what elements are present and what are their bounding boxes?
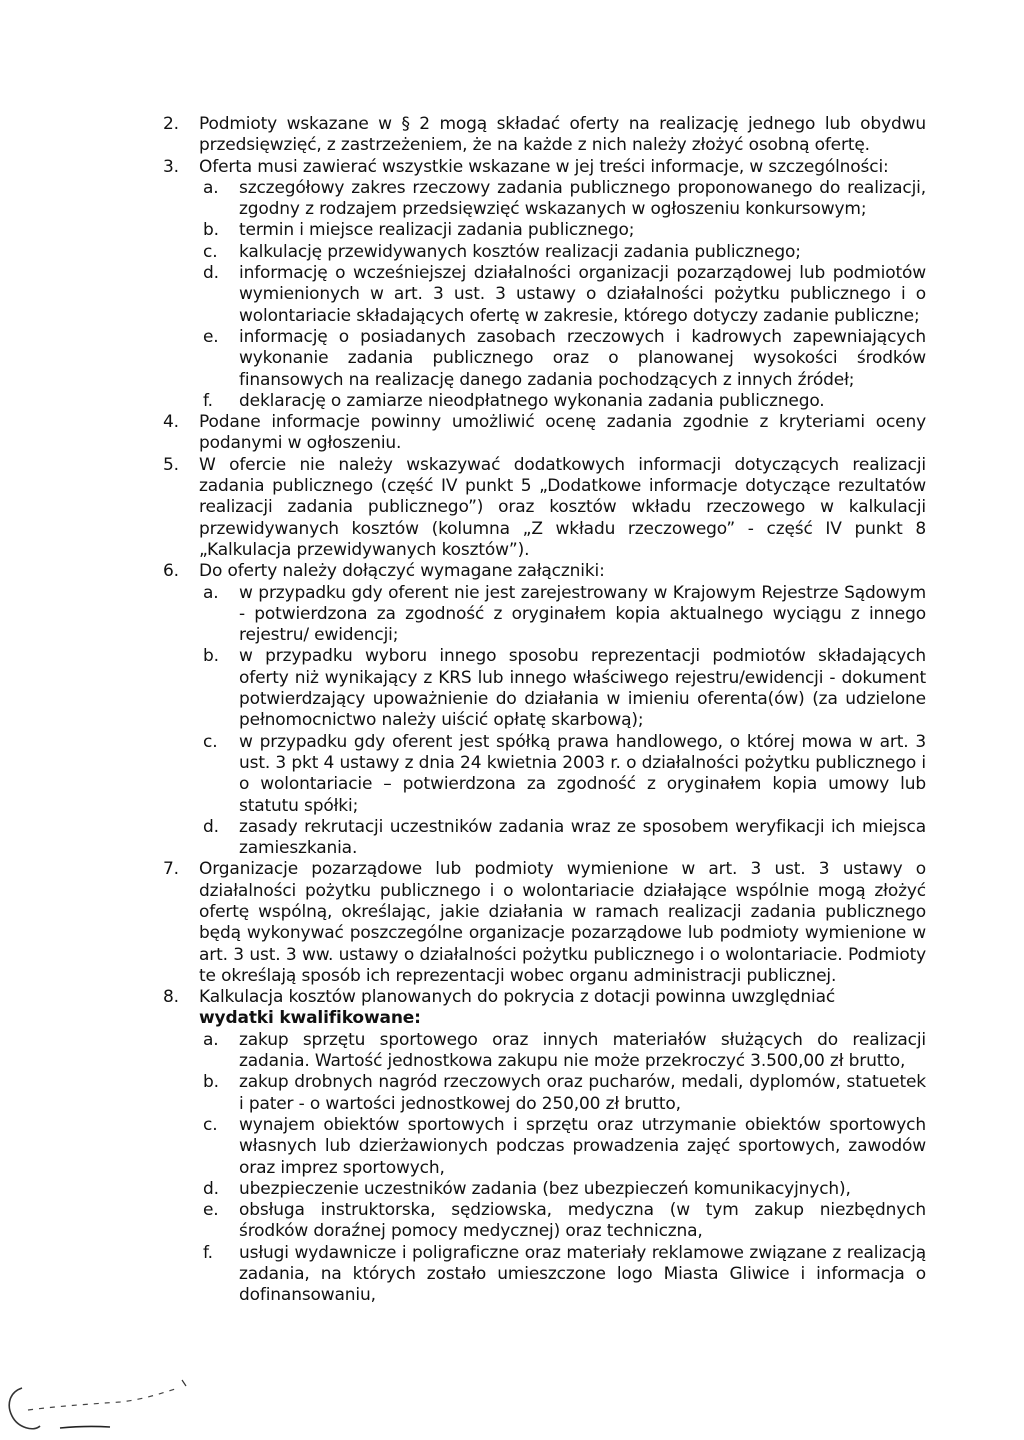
sublist-item [163,817,926,860]
list-item-3 [163,157,926,178]
sub-letter: c. [203,241,218,262]
sub-text: obsługa instruktorska, sędziowska, medyczna (w tym zakup niezbędnych środków doraźnej pomocy medycznej) oraz techniczna, [239,1200,926,1242]
list-item-7 [163,859,926,987]
sublist-6 [163,583,926,860]
sub-text: wynajem obiektów sportowych i sprzętu oraz utrzymanie obiektów sportowych własnych lub dzierżawionych podczas prowadzenia zajęć sportowych, zawodów oraz imprez sportowych, [239,1114,926,1178]
sub-text: termin i miejsce realizacji zadania publicznego; [239,220,635,241]
item-text: Podmioty wskazane w § 2 mogą składać oferty na realizację jednego lub obydwu przedsięwzięć, z zastrzeżeniem, że na każde z nich należy złożyć osobną ofertę. [199,114,926,156]
sub-letter: d. [203,1178,219,1199]
list-item-6 [163,561,926,582]
list-item-2 [163,114,926,157]
sub-letter: a. [203,1029,219,1050]
sub-text: w przypadku gdy oferent jest spółką prawa handlowego, o której mowa w art. 3 ust. 3 pkt 4 ustawy z dnia 24 kwietnia 2003 r. o działalności pożytku publicznego i o wolontariacie – potwierdzona za zgodność z oryginałem kopia umowy lub statutu spółki; [239,731,926,816]
sub-text: zasady rekrutacji uczestników zadania wraz ze sposobem weryfikacji ich miejsca zamieszkania. [239,816,926,859]
qualified-expenses-label: wydatki kwalifikowane: [199,1008,421,1029]
sublist-item [163,1030,926,1073]
sub-text: informację o wcześniejszej działalności organizacji pozarządowej lub podmiotów wymienionych w art. 3 ust. 3 ustawy o działalności pożytku publicznego i o wolontariacie składających ofertę w zakresie, którego dotyczy zadanie publiczne; [239,263,926,326]
sub-text: kalkulację przewidywanych kosztów realizacji zadania publicznego; [239,241,801,262]
sublist-item [163,1115,926,1179]
sub-letter: b. [203,1072,219,1093]
sublist-item [163,646,926,731]
sublist-3 [163,178,926,412]
sublist-item [163,732,926,817]
item-text: W ofercie nie należy wskazywać dodatkowych informacji dotyczących realizacji zadania publicznego (część IV punkt 5 „Dodatkowe informacje dotyczące rezultatów realizacji zadania publicznego”) oraz kosztów wkładu rzeczowego w kalkulacji przewidywanych kosztów (kolumna „Z wkładu rzeczowego” - część IV punkt 8 „Kalkulacja przewidywanych kosztów”). [199,454,926,560]
sub-letter: a. [203,177,219,198]
sub-text: usługi wydawnicze i poligraficzne oraz materiały reklamowe związane z realizacją zadania, na których zostało umieszczone logo Miasta Gliwice i informacja o dofinansowaniu, [239,1242,926,1306]
sublist-item [163,391,926,412]
sub-letter: e. [203,1200,219,1221]
sublist-item [163,178,926,221]
sub-text: zakup drobnych nagród rzeczowych oraz pucharów, medali, dyplomów, statuetek i pater - o wartości jednostkowej do 250,00 zł brutto, [239,1072,926,1114]
sublist-item [163,220,926,241]
sub-letter: a. [203,582,219,603]
sub-letter: d. [203,816,219,837]
sublist-item [163,583,926,647]
sub-letter: c. [203,731,218,752]
sublist-item [163,263,926,327]
sub-text: szczegółowy zakres rzeczowy zadania publicznego proponowanego do realizacji, zgodny z rodzajem przedsięwzięć wskazanych w ogłoszeniu konkursowym; [239,177,926,220]
item-text: Podane informacje powinny umożliwić ocenę zadania zgodnie z kryteriami oceny podanymi w ogłoszeniu. [199,412,926,454]
sublist-item [163,1072,926,1115]
sublist-item [163,1243,926,1307]
sub-text: zakup sprzętu sportowego oraz innych materiałów służących do realizacji zadania. Wartość jednostkowa zakupu nie może przekroczyć 3.500,00 zł brutto, [239,1029,926,1072]
item-number: 4. [163,412,179,433]
item-number: 8. [163,987,179,1008]
sub-letter: d. [203,263,219,284]
list-item-8 [163,987,926,1030]
sub-letter: e. [203,326,219,347]
list-item-4 [163,412,926,455]
item-number: 2. [163,114,179,134]
sublist-item [163,1179,926,1200]
signature-scribble [0,1376,200,1436]
item-text: Kalkulacja kosztów planowanych do pokrycia z dotacji powinna uwzględniać [199,987,836,1008]
sub-letter: b. [203,220,219,241]
sub-text: deklarację o zamiarze nieodpłatnego wykonania zadania publicznego. [239,390,825,411]
item-number: 7. [163,859,179,880]
sub-text: w przypadku wyboru innego sposobu reprezentacji podmiotów składających oferty niż wynikający z KRS lub innego właściwego rejestru/ewidencji - dokument potwierdzający upoważnienie do działania w imieniu oferenta(ów) (za udzielone pełnomocnictwo należy uiścić opłatę skarbową); [239,646,926,731]
sub-text: w przypadku gdy oferent nie jest zarejestrowany w Krajowym Rejestrze Sądowym - potwierdzona za zgodność z oryginałem kopia aktualnego wyciągu z innego rejestru/ ewidencji; [239,582,926,646]
item-number: 5. [163,454,179,475]
sub-letter: b. [203,646,219,667]
sub-text: informację o posiadanych zasobach rzeczowych i kadrowych zapewniających wykonanie zadania publicznego oraz o planowanej wysokości środków finansowych na realizację danego zadania pochodzących z innych źródeł; [239,326,926,390]
item-text: Oferta musi zawierać wszystkie wskazane w jej treści informacje, w szczególności: [199,156,889,177]
sublist-8 [163,1030,926,1307]
item-number: 3. [163,156,179,177]
sub-letter: c. [203,1114,218,1135]
item-text: Organizacje pozarządowe lub podmioty wymienione w art. 3 ust. 3 ustawy o działalności pożytku publicznego i o wolontariacie działające wspólnie mogą złożyć ofertę wspólną, określając, jakie działania w ramach realizacji zadania publicznego będą wykonywać poszczególne organizacje pozarządowe lub podmioty wymienione w art. 3 ust. 3 ww. ustawy o działalności pożytku publicznego i o wolontariacie. Podmioty te określają sposób ich reprezentacji wobec organu administracji publicznej. [199,859,926,986]
sublist-item [163,1200,926,1243]
document-body [163,114,926,1307]
sublist-item [163,242,926,263]
list-item-5 [163,455,926,561]
item-number: 6. [163,561,179,582]
sub-letter: f. [203,390,213,411]
sub-letter: f. [203,1242,213,1263]
sublist-item [163,327,926,391]
item-text: Do oferty należy dołączyć wymagane załączniki: [199,561,605,582]
sub-text: ubezpieczenie uczestników zadania (bez ubezpieczeń komunikacyjnych), [239,1178,851,1199]
